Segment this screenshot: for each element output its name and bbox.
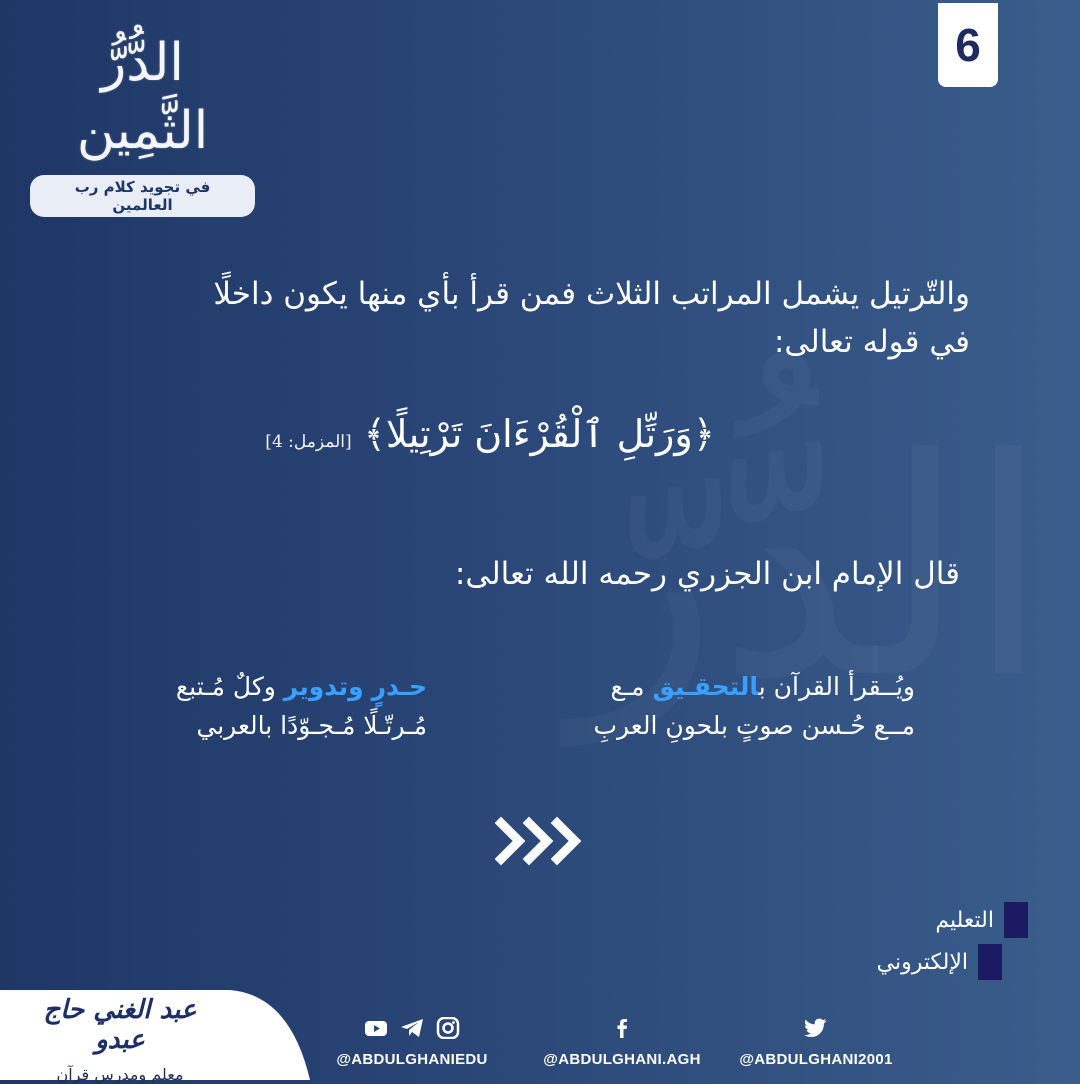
poem-line: مــع حُـسن صوتٍ بلحونِ العربِ — [593, 710, 915, 740]
background-watermark — [250, 420, 1050, 840]
tag-square-icon — [978, 944, 1002, 980]
signature-block — [20, 995, 220, 1084]
facebook-icon[interactable] — [610, 1017, 634, 1039]
social-handle[interactable]: @ABDULGHANI2001 — [739, 1051, 893, 1068]
poem-text — [364, 672, 372, 701]
signature-name: عبد الغني حاج عبدو — [43, 995, 197, 1055]
social-youtube-telegram-instagram[interactable] — [312, 1013, 512, 1068]
poem-text: مـع — [610, 672, 653, 701]
social-handle[interactable]: @ABDULGHANI.AGH — [543, 1051, 701, 1068]
highlight-term: وتدوير — [283, 672, 364, 701]
poem-line — [176, 668, 427, 707]
social-handle[interactable]: @ABDULGHANIEDU — [336, 1051, 488, 1068]
tag-square-icon — [1004, 902, 1028, 938]
verse-reference: [المزمل: 4] — [265, 432, 352, 452]
telegram-icon[interactable] — [400, 1017, 424, 1039]
page-number-badge: 6 — [938, 3, 998, 87]
tag-label: التعليم — [935, 907, 994, 933]
poem-text: ويُــقرأ القرآن ب — [758, 672, 915, 701]
signature-title: معلم ومدرس قرآن — [56, 1065, 184, 1084]
poem-line — [593, 668, 915, 707]
logo-title: الدُّرُّ الثَّمِين — [76, 33, 209, 161]
highlight-term: حـدرٍ — [371, 672, 427, 701]
verse-block — [265, 412, 715, 456]
logo-subtitle: في تجويد كلام رب العالمين — [30, 175, 255, 217]
poem-line: مُـرتّـلًا مُـجـوّدًا بالعربي — [196, 710, 427, 740]
poem-left-column — [176, 668, 427, 746]
tag-item — [935, 902, 1028, 938]
quran-verse: ﴿وَرَتِّلِ ٱلْقُرْءَانَ تَرْتِيلًا﴾ — [363, 412, 715, 456]
social-twitter[interactable] — [718, 1013, 914, 1068]
instagram-icon[interactable] — [436, 1017, 460, 1039]
brand-logo — [30, 22, 255, 215]
quote-intro: قال الإمام ابن الجزري رحمه الله تعالى: — [454, 556, 960, 592]
poem-text: وكلٌ مُـتبع — [175, 672, 284, 701]
youtube-icon[interactable] — [364, 1017, 388, 1039]
tag-label: الإلكتروني — [876, 949, 968, 975]
tag-item — [877, 944, 1002, 980]
poem-right-column — [593, 668, 915, 746]
highlight-term: التحقـيق — [652, 672, 759, 701]
intro-text: والتّرتيل يشمل المراتب الثلاث فمن قرأ بأي منها يكون داخلًا في قوله تعالى: — [213, 276, 970, 361]
twitter-icon[interactable] — [804, 1017, 828, 1039]
social-facebook[interactable] — [522, 1013, 722, 1068]
next-chevrons-icon[interactable] — [495, 815, 585, 867]
